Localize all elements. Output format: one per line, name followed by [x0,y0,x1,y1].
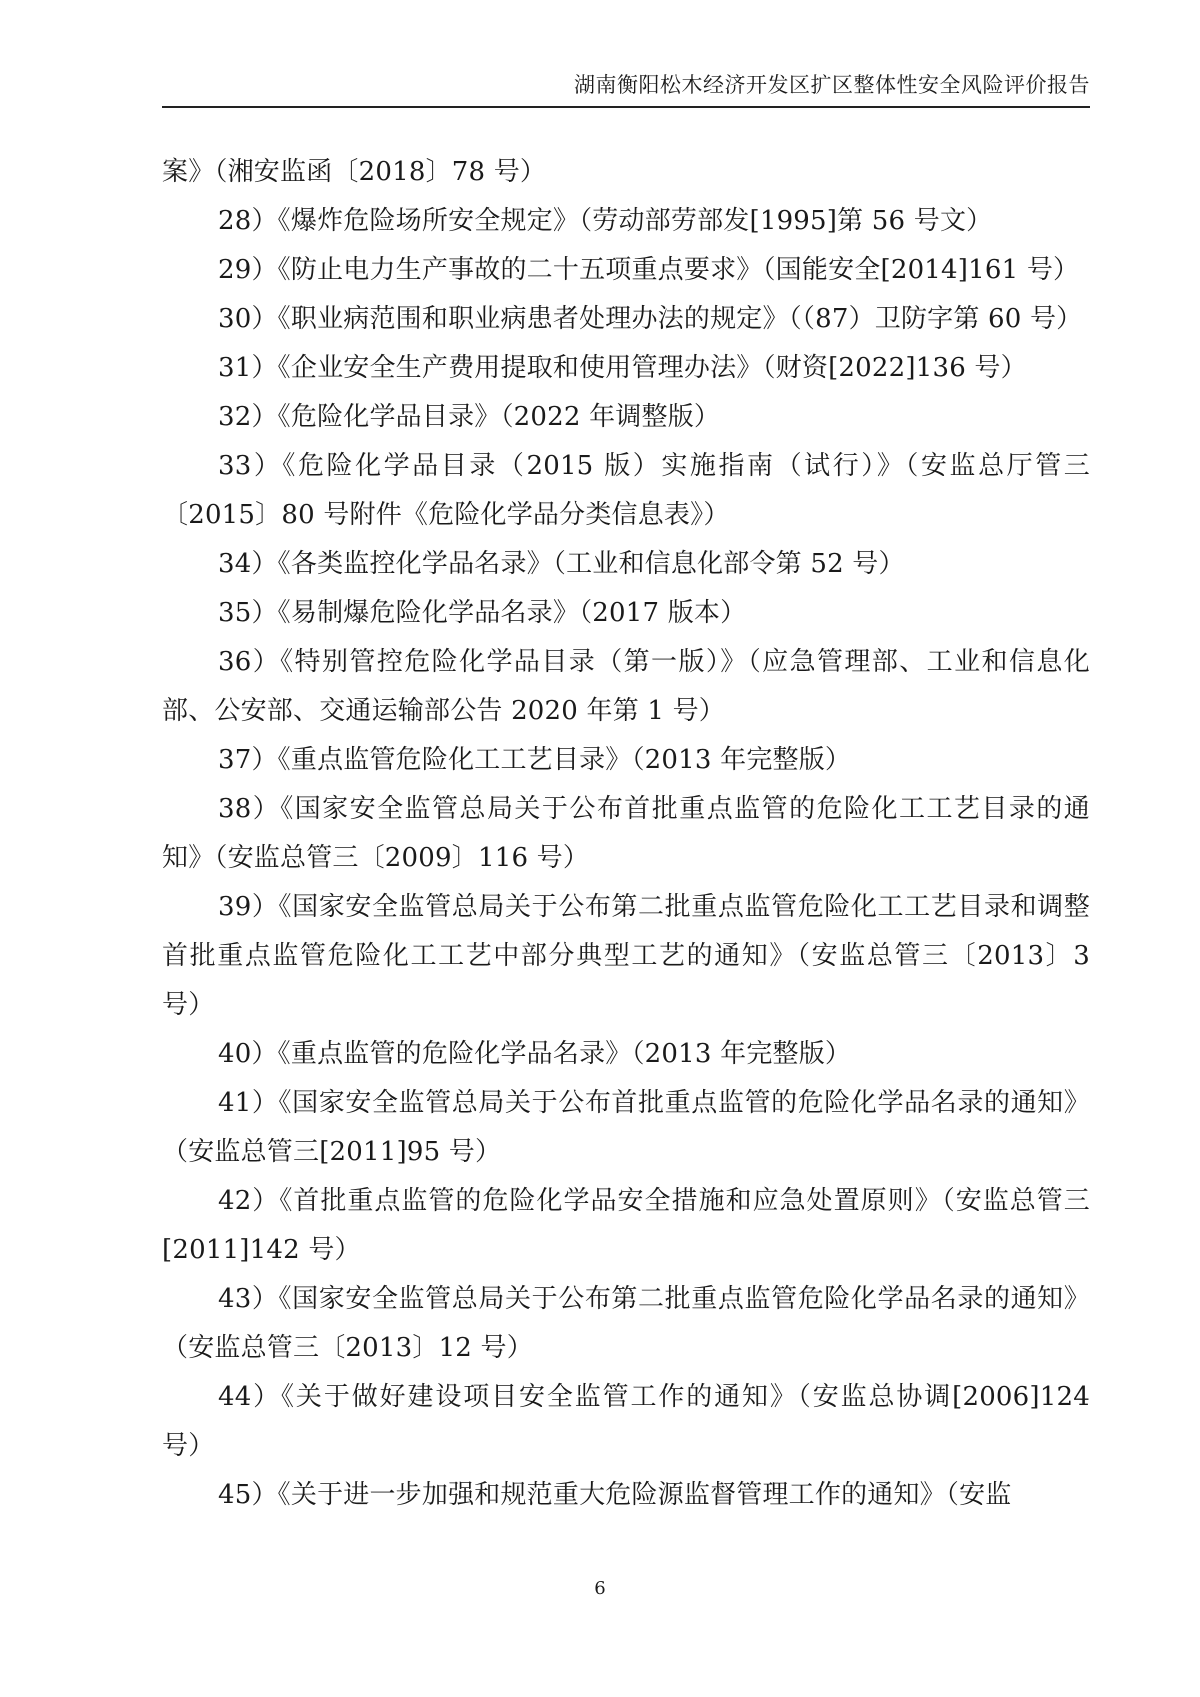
reference-item-41: 41）《国家安全监管总局关于公布首批重点监管的危险化学品名录的通知》（安监总管三[2011]95 号） [162,1088,1090,1167]
reference-item-29: 29）《防止电力生产事故的二十五项重点要求》（国能安全[2014]161 号） [218,255,1080,285]
reference-item-38: 38）《国家安全监管总局关于公布首批重点监管的危险化工工艺目录的通知》（安监总管三〔2009〕116 号） [162,794,1090,873]
reference-item-32: 32）《危险化学品目录》（2022 年调整版） [218,402,721,432]
reference-item-40: 40）《重点监管的危险化学品名录》（2013 年完整版） [218,1039,852,1069]
reference-item-31: 31）《企业安全生产费用提取和使用管理办法》（财资[2022]136 号） [218,353,1027,383]
document-body [162,148,1090,1520]
page-header [162,70,1090,108]
header-title: 湖南衡阳松木经济开发区扩区整体性安全风险评价报告 [574,73,1090,97]
reference-item-43: 43）《国家安全监管总局关于公布第二批重点监管危险化学品名录的通知》（安监总管三〔2013〕12 号） [162,1284,1090,1363]
page-number: 6 [594,1578,606,1599]
reference-item-28: 28）《爆炸危险场所安全规定》（劳动部劳部发[1995]第 56 号文） [218,206,993,236]
reference-item-34: 34）《各类监控化学品名录》（工业和信息化部令第 52 号） [218,549,905,579]
reference-item-44: 44）《关于做好建设项目安全监管工作的通知》（安监总协调[2006]124 号） [162,1382,1090,1461]
reference-item-39: 39）《国家安全监管总局关于公布第二批重点监管危险化工工艺目录和调整首批重点监管危险化工工艺中部分典型工艺的通知》（安监总管三〔2013〕3 号） [162,892,1090,1020]
reference-item-37: 37）《重点监管危险化工工艺目录》（2013 年完整版） [218,745,852,775]
reference-item-36: 36）《特别管控危险化学品目录（第一版）》（应急管理部、工业和信息化部、公安部、交通运输部公告 2020 年第 1 号） [162,647,1090,726]
reference-item-30: 30）《职业病范围和职业病患者处理办法的规定》（（87）卫防字第 60 号） [218,304,1083,334]
reference-item-42: 42）《首批重点监管的危险化学品安全措施和应急处置原则》（安监总管三[2011]142 号） [162,1186,1090,1265]
reference-item-45: 45）《关于进一步加强和规范重大危险源监督管理工作的通知》（安监 [218,1480,1012,1510]
reference-item-35: 35）《易制爆危险化学品名录》（2017 版本） [218,598,747,628]
paragraph-continuation: 案》（湘安监函〔2018〕78 号） [162,157,547,187]
reference-item-33: 33）《危险化学品目录（2015 版）实施指南（试行）》（安监总厅管三〔2015〕80 号附件《危险化学品分类信息表》） [162,451,1090,530]
